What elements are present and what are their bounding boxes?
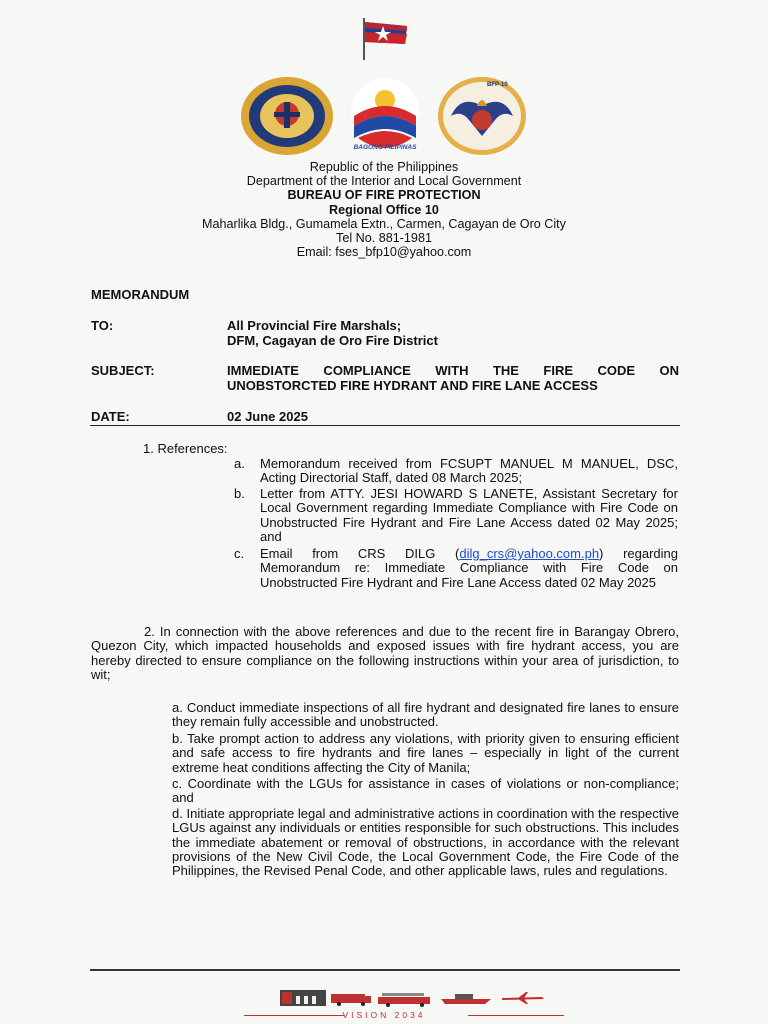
reference-item: [234, 547, 680, 607]
date-value: 02 June 2025: [227, 409, 308, 424]
footer-divider: [90, 969, 680, 971]
philippine-flag-icon: [361, 14, 411, 60]
references-heading: 1. References:: [143, 441, 228, 456]
letterhead: [0, 160, 768, 259]
fire-truck-icon: [331, 992, 373, 1011]
reference-letter: b.: [234, 486, 245, 501]
reference-text-after: ) regarding Memorandum re: Immediate Compliance with Fire Code on Unobstructed Fire Hydrant and Fire Lane Access dated 02 May 2025: [260, 546, 678, 590]
paragraph-2: 2. In connection with the above references and due to the recent fire in Barangay Obrero, Quezon City, which impacted households and exposed issues with fire hydrant access, you are hereby directed to ensure compliance on the following instructions within your area of jurisdiction, to wit;: [91, 624, 679, 682]
to-label: TO:: [91, 318, 114, 333]
vision-label: VISION 2034: [342, 1010, 426, 1020]
instruction-item: c. Coordinate with the LGUs for assistance in cases of violations or non-compliance; and: [172, 776, 679, 806]
tel-line: Tel No. 881-1981: [336, 231, 432, 246]
subject-label: SUBJECT:: [91, 363, 155, 378]
header-divider: [90, 425, 680, 426]
reference-text: Memorandum received from FCSUPT MANUEL M MANUEL, DSC, Acting Directorial Staff, dated 08 March 2025;: [260, 456, 678, 486]
fire-boat-icon: [441, 991, 493, 1010]
department-line: Department of the Interior and Local Government: [246, 174, 522, 189]
fire-station-icon: [280, 988, 326, 1011]
reference-letter: c.: [234, 546, 245, 561]
to-line-1: All Provincial Fire Marshals;: [227, 318, 402, 333]
address-line: Maharlika Bldg., Gumamela Extn., Carmen, Cagayan de Oro City: [202, 216, 566, 231]
bagong-pilipinas-label: BAGONG PILIPINAS: [353, 144, 417, 151]
instruction-item: a. Conduct immediate inspections of all fire hydrant and designated fire lanes to ensure they remain fully accessible and unobstructed.: [172, 700, 679, 730]
subject-line-1: IMMEDIATE COMPLIANCE WITH THE FIRE CODE ON: [227, 363, 679, 378]
reference-item: [234, 487, 680, 545]
fire-aircraft-icon: [498, 991, 546, 1010]
email-line: Email: fses_bfp10@yahoo.com: [296, 245, 472, 260]
dilg-email-link[interactable]: dilg_crs@yahoo.com.ph: [459, 546, 600, 561]
reference-text: Letter from ATTY. JESI HOWARD S LANETE, Assistant Secretary for Local Government regarding Immediate Compliance with Fire Code on Unobstructed Fire Hydrant and Fire Lane Access dated 02 May 2025; and: [260, 486, 678, 544]
reference-text-before: Email from CRS DILG (: [260, 546, 460, 561]
bfp-seal-icon: [240, 76, 334, 156]
instruction-item: b. Take prompt action to address any violations, with priority given to ensuring efficient and safe access to fire hydrants and fire lanes – especially in light of the current extreme heat conditions affecting the City of Manila;: [172, 731, 679, 775]
date-label: DATE:: [91, 409, 130, 424]
memo-title: MEMORANDUM: [91, 287, 190, 302]
to-line-2: DFM, Cagayan de Oro Fire District: [227, 333, 438, 348]
bagong-pilipinas-logo-icon: [346, 76, 424, 156]
instruction-item: d. Initiate appropriate legal and administrative actions in coordination with the respective LGUs against any individuals or entities responsible for such obstructions. This includes the immediate abatement or removal of obstructions, in accordance with the relevant provisions of the New Civil Code, the Local Government Code, the Fire Code of the Philippines, the Revised Penal Code, and other applicable laws, rules and regulations.: [172, 806, 679, 879]
reference-item: [234, 457, 680, 487]
bfp10-label: BFP-10: [487, 82, 508, 88]
fire-ladder-truck-icon: [378, 991, 436, 1012]
region-line: Regional Office 10: [329, 202, 439, 217]
reference-text: [260, 547, 678, 590]
to-value: [227, 318, 438, 348]
bfp10-seal-icon: [437, 76, 527, 156]
subject-line-2: UNOBSTORCTED FIRE HYDRANT AND FIRE LANE ACCESS: [227, 378, 598, 393]
bureau-line: BUREAU OF FIRE PROTECTION: [287, 188, 481, 203]
subject-value: [227, 363, 679, 393]
republic-line: Republic of the Philippines: [309, 160, 459, 174]
reference-letter: a.: [234, 456, 245, 471]
